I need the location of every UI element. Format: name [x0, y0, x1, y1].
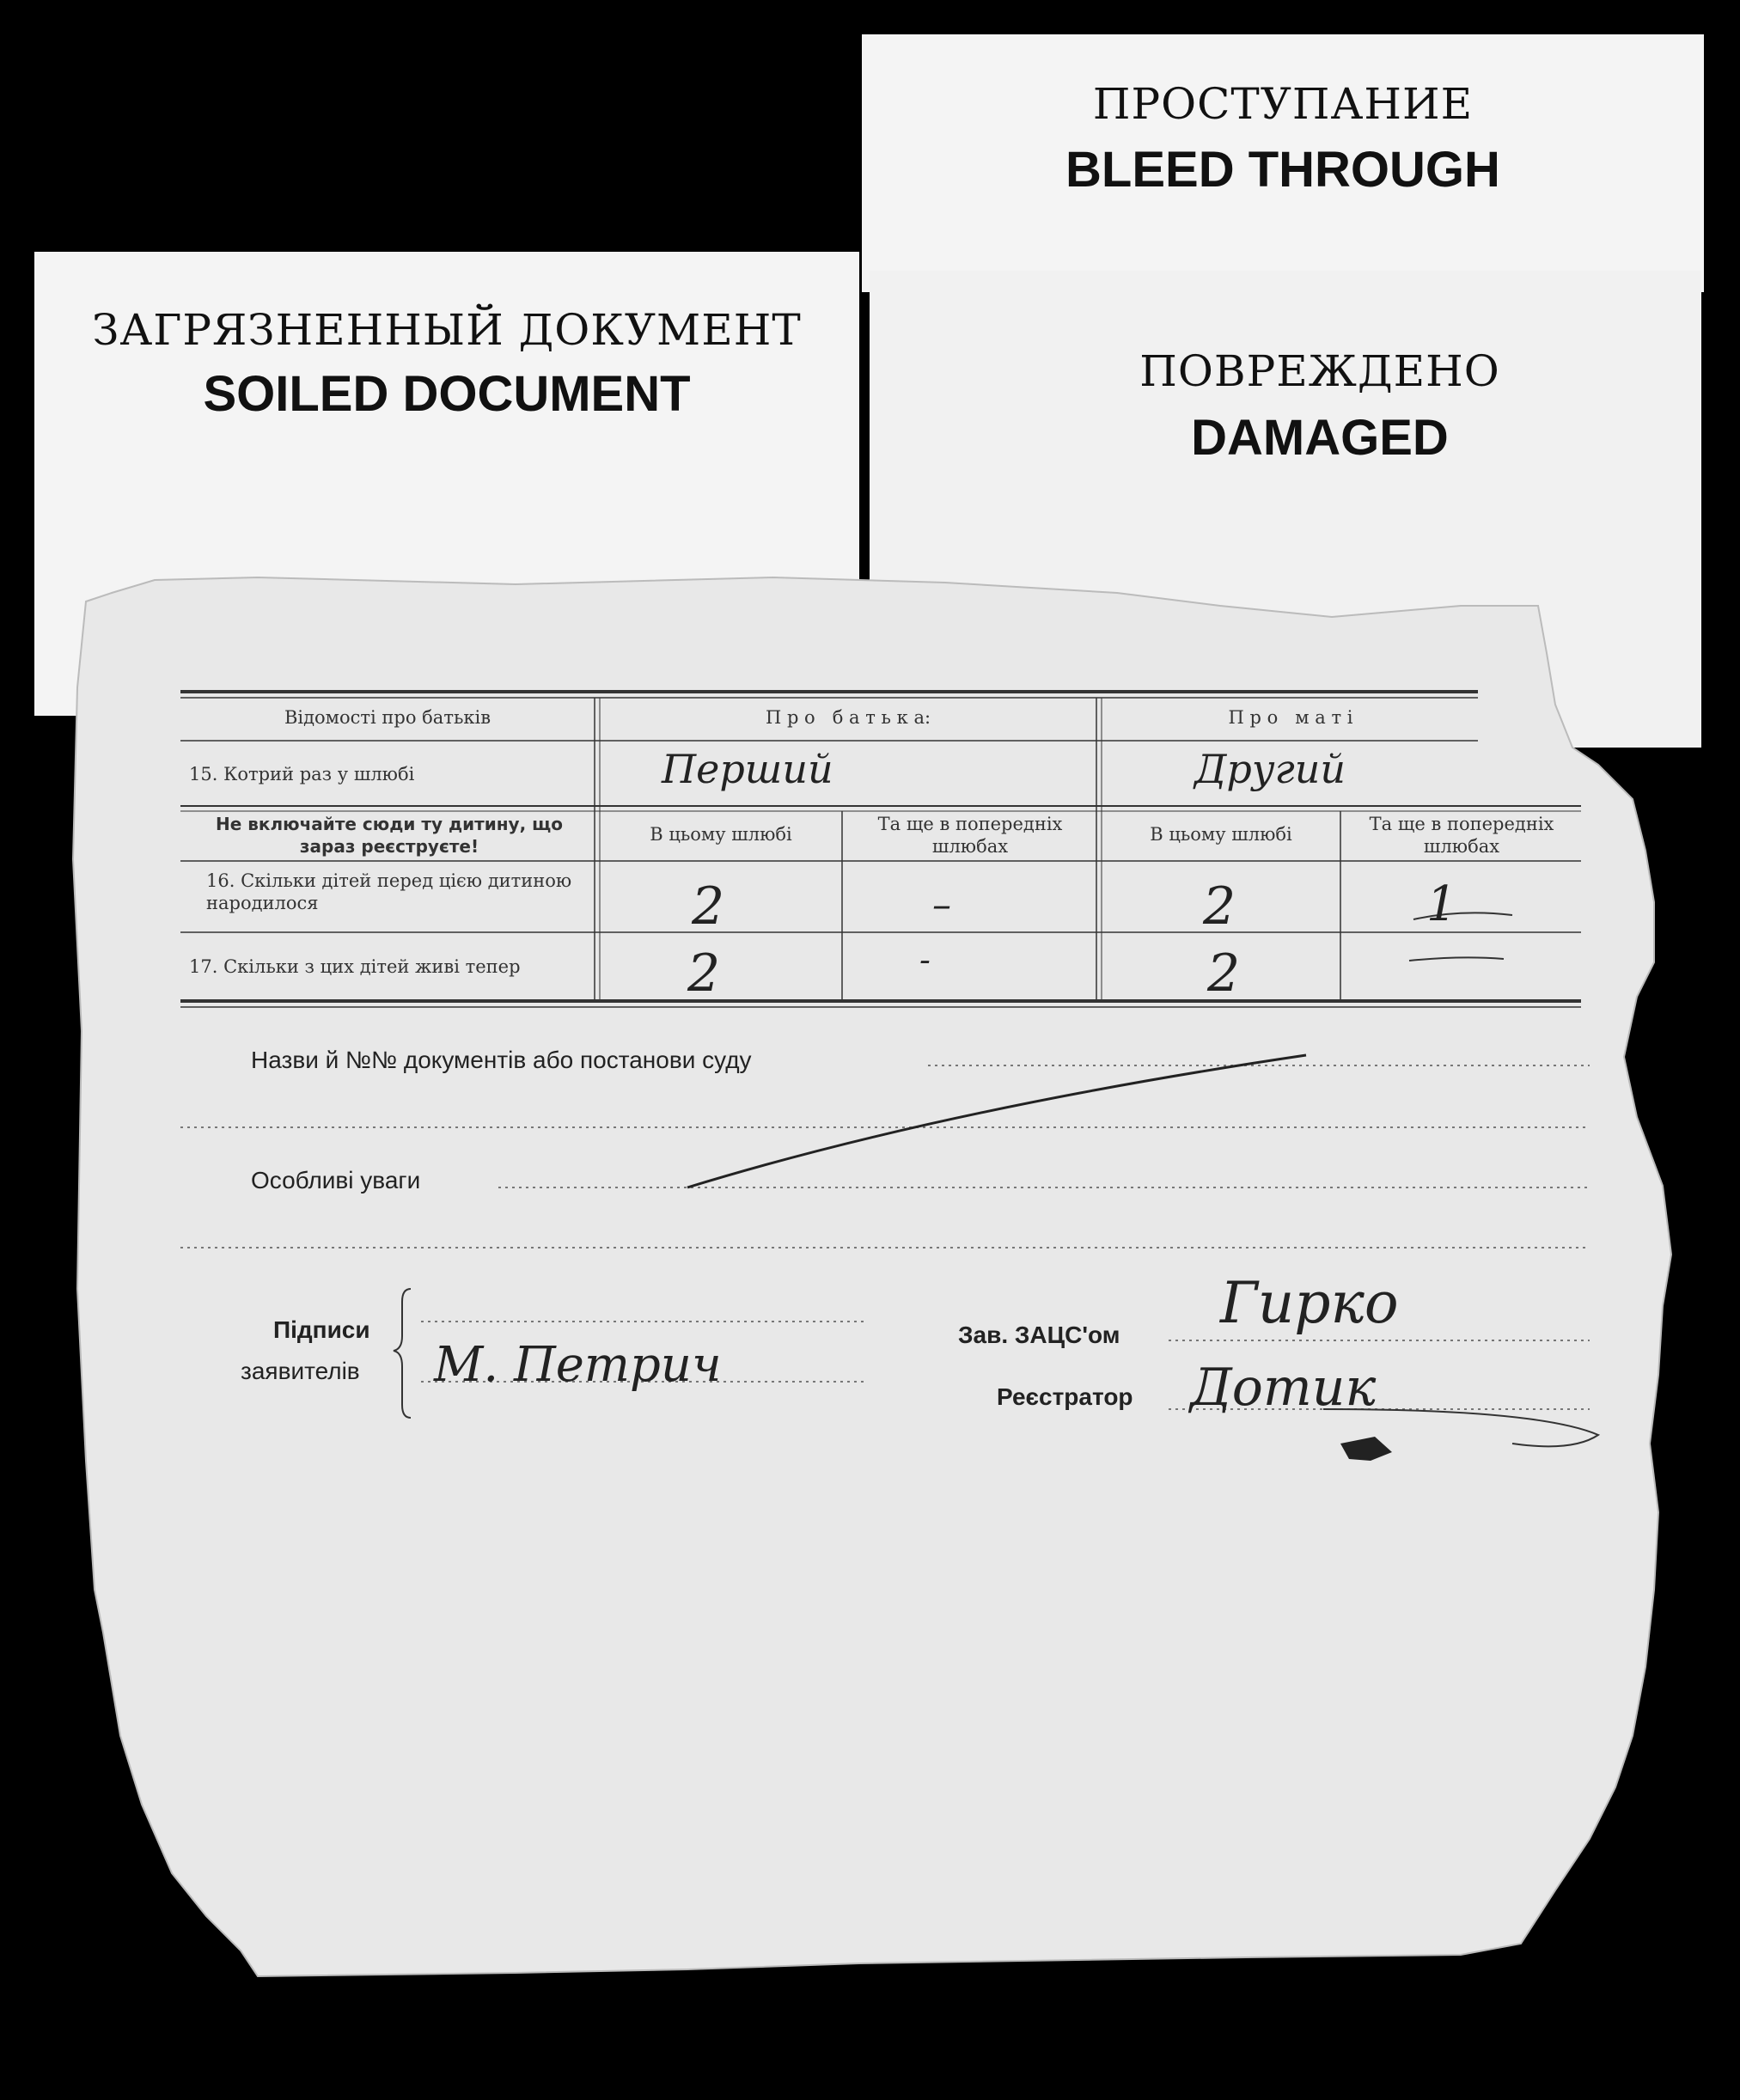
- row17-father-prev: -: [919, 941, 931, 979]
- row15-mother-value: Другий: [1194, 746, 1346, 792]
- subheader-mother-this: В цьому шлюбі: [1150, 824, 1292, 845]
- subheader-mother-prev: Та ще в попередніх шлюбах: [1369, 814, 1554, 857]
- subheader-father-this: В цьому шлюбі: [650, 824, 792, 845]
- row17-father-this: 2: [687, 943, 721, 1004]
- row17-mother-prev: [1411, 937, 1445, 976]
- row16-father-prev: –: [932, 883, 951, 927]
- documents-label: Назви й №№ документів або постанови суду: [251, 1047, 752, 1073]
- header-parents-info: Відомості про батьків: [284, 707, 491, 728]
- row17-mother-this: 2: [1207, 943, 1241, 1004]
- head-zags-label: Зав. ЗАЦС'ом: [958, 1322, 1120, 1348]
- applicant-signature: М. Петрич: [434, 1337, 722, 1393]
- subheader-father-prev: Та ще в попередніх шлюбах: [877, 814, 1063, 857]
- registrar-signature: Дотик: [1190, 1358, 1377, 1418]
- row17-label: 17. Скільки з цих дітей живі тепер: [189, 956, 521, 977]
- row15-label: 15. Котрий раз у шлюбі: [189, 764, 415, 784]
- applicants-signatures-label-1: Підписи: [273, 1316, 370, 1343]
- damaged-ru: ПОВРЕЖДЕНО: [1139, 346, 1500, 396]
- row16-mother-this: 2: [1203, 876, 1236, 937]
- row16-father-this: 2: [692, 876, 725, 937]
- row15-father-value: Перший: [662, 746, 833, 792]
- head-zags-signature: Гирко: [1220, 1270, 1399, 1336]
- subheader-note: Не включайте сюди ту дитину, що зараз реєструєте!: [215, 814, 563, 857]
- soiled-document-ru: ЗАГРЯЗНЕННЫЙ ДОКУМЕНТ: [92, 305, 802, 355]
- header-mother: П р о м а т і: [1228, 707, 1353, 728]
- row16-label: 16. Скільки дітей перед цією дитиною народилося: [206, 870, 572, 913]
- soiled-document-en: SOILED DOCUMENT: [203, 366, 691, 422]
- damaged-en: DAMAGED: [1191, 410, 1449, 466]
- header-father: П р о б а т ь к а:: [765, 707, 931, 728]
- bleed-through-ru: ПРОСТУПАНИЕ: [1092, 79, 1474, 129]
- applicants-signatures-label-2: заявителів: [241, 1358, 360, 1384]
- remarks-label: Особливі уваги: [251, 1167, 421, 1193]
- bleed-through-en: BLEED THROUGH: [1065, 142, 1500, 198]
- registrar-label: Реєстратор: [997, 1383, 1133, 1410]
- row16-mother-prev: 1: [1426, 876, 1457, 932]
